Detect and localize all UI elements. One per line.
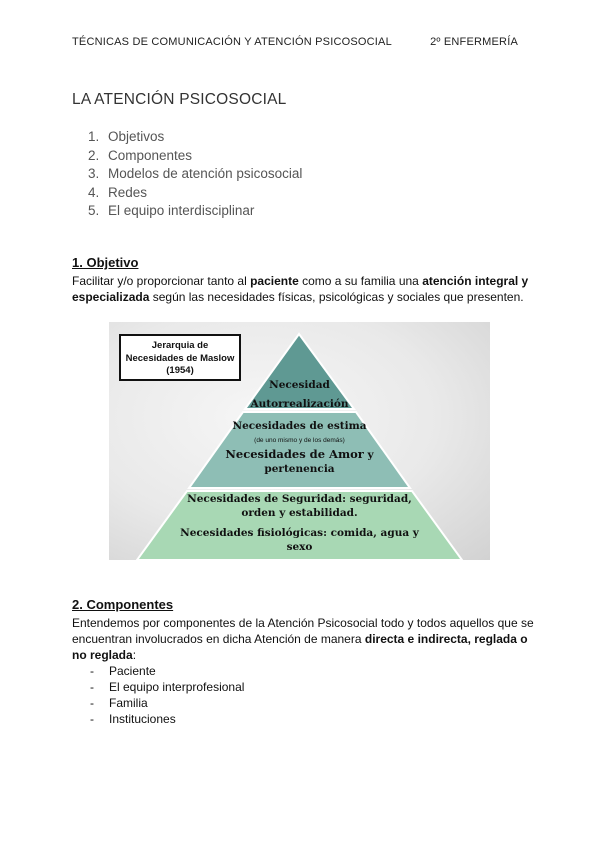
list-dash: - — [90, 712, 94, 726]
table-of-contents — [88, 128, 302, 221]
list-item — [90, 695, 244, 711]
toc-label: Redes — [108, 184, 148, 200]
pyramid-bottom-label — [164, 492, 435, 554]
paragraph-bold: paciente — [250, 274, 299, 288]
section-componentes-heading: 2. Componentes — [72, 597, 174, 612]
paragraph-text: : — [132, 648, 137, 662]
toc-label: Componentes — [108, 147, 193, 163]
pyramid-label-line: sexo — [286, 541, 313, 553]
list-dash: - — [90, 664, 94, 678]
toc-item — [88, 165, 302, 184]
list-item — [90, 711, 244, 727]
paragraph-text: Facilitar y/o proporcionar tanto al — [72, 274, 251, 288]
section-objetivo-paragraph — [72, 273, 532, 305]
paragraph-bold: atención integral y especializada — [72, 274, 529, 304]
toc-number: 4. — [88, 184, 100, 200]
pyramid-label-subtext: (de uno mismo y de los demás) — [254, 437, 345, 444]
document-title: LA ATENCIÓN PSICOSOCIAL — [72, 91, 287, 108]
list-dash: - — [90, 680, 94, 694]
toc-item — [88, 147, 302, 166]
components-list — [90, 663, 244, 727]
section-objetivo-heading: 1. Objetivo — [72, 255, 139, 270]
section-componentes-paragraph — [72, 615, 534, 663]
list-item-label: Paciente — [109, 664, 156, 678]
paragraph-text: como a su familia una — [298, 274, 423, 288]
pyramid-label-line: Necesidades de estima — [232, 420, 367, 432]
maslow-box-line: Jerarquia de — [151, 340, 209, 351]
list-item-label: Instituciones — [109, 712, 176, 726]
pyramid-label-line: orden y estabilidad. — [241, 507, 358, 519]
header-course-title: TÉCNICAS DE COMUNICACIÓN Y ATENCIÓN PSICOSOCIAL — [72, 36, 392, 48]
list-item-label: El equipo interprofesional — [109, 680, 245, 694]
toc-label: El equipo interdisciplinar — [108, 203, 255, 219]
list-item — [90, 663, 244, 679]
paragraph-text: según las necesidades físicas, psicológicas y sociales que presenten. — [149, 290, 524, 304]
maslow-box-line: Necesidades de Maslow — [125, 352, 235, 364]
maslow-pyramid-figure — [109, 322, 490, 560]
pyramid-label-line: Autorrealización — [250, 398, 349, 410]
toc-item — [88, 128, 302, 147]
toc-label: Objetivos — [108, 129, 165, 144]
toc-item — [88, 184, 302, 203]
toc-number: 5. — [88, 203, 100, 219]
pyramid-label-line — [204, 447, 395, 462]
paragraph-text: Entendemos por componentes de la Atención Psicosocial todo y todos aquellos que se encuentran involucrados en dicha Atención de manera — [72, 616, 534, 646]
pyramid-label-line: Necesidad — [269, 379, 330, 391]
pyramid-label-line: pertenencia — [264, 463, 335, 475]
toc-number: 1. — [88, 129, 100, 144]
toc-number: 3. — [88, 166, 100, 182]
list-item-label: Familia — [109, 696, 148, 710]
page-header — [72, 36, 518, 48]
pyramid-top-label — [249, 376, 350, 414]
maslow-title-box — [119, 334, 241, 381]
list-item — [90, 679, 244, 695]
list-dash: - — [90, 696, 94, 710]
pyramid-middle-label — [204, 418, 395, 476]
toc-label: Modelos de atención psicosocial — [108, 166, 303, 182]
pyramid-label-emphasis: Necesidades de Amor — [225, 447, 364, 461]
toc-item — [88, 202, 302, 221]
pyramid-label-line: Necesidades de Seguridad: seguridad, — [187, 493, 412, 505]
paragraph-bold: directa e indirecta, reglada o no reglada — [72, 632, 528, 662]
toc-number: 2. — [88, 147, 100, 163]
header-course-level: 2º ENFERMERÍA — [430, 36, 518, 48]
pyramid-label-line: Necesidades fisiológicas: comida, agua y — [180, 527, 419, 539]
pyramid-label-suffix: y — [363, 449, 374, 461]
maslow-box-line: (1954) — [166, 365, 194, 376]
